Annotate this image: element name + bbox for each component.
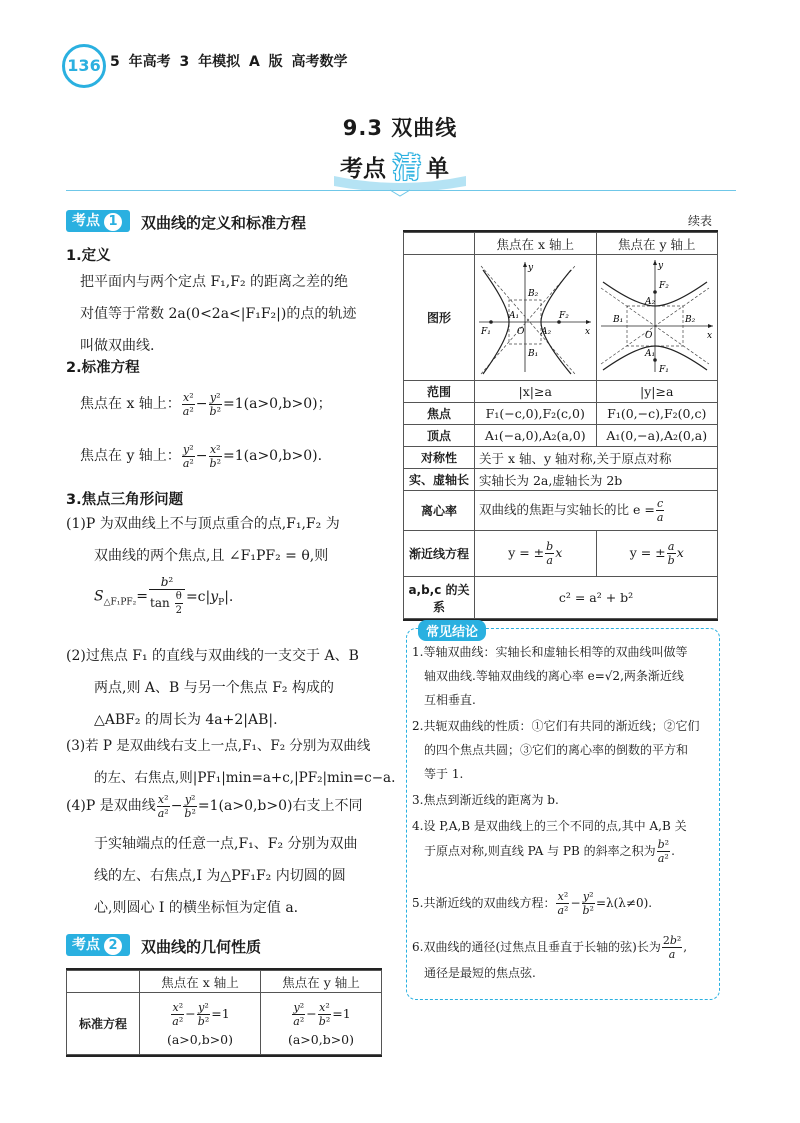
abc-relation: c² = a² + b² bbox=[475, 577, 718, 619]
row-label-graph: 图形 bbox=[404, 255, 475, 381]
graph-label: O bbox=[517, 327, 525, 337]
item-3 bbox=[66, 730, 398, 794]
conclusion-5: 5.共渐近线的双曲线方程： $\frac{\text{x²}}{\text{a²}}$ − $\frac{\text{y²}}{\text{b²}}$ =λ(λ≠0). bbox=[412, 890, 653, 917]
item-2-line: 两点,则 A、B 与另一个焦点 F₂ 构成的 bbox=[94, 680, 334, 696]
symmetry-value: 关于 x 轴、y 轴对称,关于原点对称 bbox=[475, 447, 718, 469]
item-4 bbox=[94, 828, 398, 924]
tan-label: tan bbox=[150, 596, 170, 610]
property-table-start bbox=[66, 968, 382, 1057]
empty-header-cell bbox=[404, 233, 475, 255]
conclusion-1 bbox=[412, 640, 714, 712]
asymptote-y-prefix: y = ± bbox=[629, 545, 666, 560]
property-table-continued bbox=[403, 230, 718, 621]
col-header-x: 焦点在 x 轴上 bbox=[475, 233, 597, 255]
formula-sub: △F₁PF₂ bbox=[103, 597, 137, 608]
equation-x-suffix: =1(a>0,b>0)； bbox=[222, 396, 332, 412]
item-3-line: 的左、右焦点,则|PF₁|min=a+c,|PF₂|min=c−a. bbox=[94, 770, 396, 786]
graph-label: A₂ bbox=[541, 327, 552, 337]
book-title: 5 年高考 3 年模拟 A 版 高考数学 bbox=[110, 54, 348, 70]
graph-label: F₁ bbox=[481, 327, 492, 337]
item-4-line: 心,则圆心 I 的横坐标恒为定值 a. bbox=[94, 900, 299, 916]
definition-line: 对值等于常数 2a(0<2a<|F₁F₂|)的点的轨迹 bbox=[80, 306, 357, 322]
col-header-x: 焦点在 x 轴上 bbox=[140, 971, 261, 993]
equation-y-prefix: 焦点在 y 轴上： bbox=[80, 448, 181, 464]
item-1 bbox=[66, 508, 396, 572]
kaodian-tag-number: 1 bbox=[104, 213, 122, 231]
graph-label: y bbox=[657, 261, 663, 271]
kaodian-tag-number: 2 bbox=[104, 937, 122, 955]
item-2 bbox=[66, 640, 396, 736]
focus-y: F₁(0,−c),F₂(0,c) bbox=[596, 403, 718, 425]
item-4-line: 线的左、右焦点,I 为△PF₁F₂ 内切圆的圆 bbox=[94, 868, 346, 884]
kaodian2-heading: 双曲线的几何性质 bbox=[141, 938, 262, 956]
conclusion-line: 于原点对称,则直线 PA 与 PB 的斜率之积为 $\frac{\text{b²}}{\text{a²}}$ . bbox=[424, 838, 675, 865]
focus-x: F₁(−c,0),F₂(c,0) bbox=[475, 403, 597, 425]
condition-y: (a>0,b>0) bbox=[287, 1031, 355, 1047]
graph-x-axis-hyperbola bbox=[475, 255, 597, 381]
graph-label: x bbox=[706, 331, 712, 341]
vertex-y: A₁(0,−a),A₂(0,a) bbox=[596, 425, 718, 447]
hyperbola-x-graph bbox=[475, 256, 595, 376]
graph-y-axis-hyperbola bbox=[596, 255, 718, 381]
equation-title: 2.标准方程 bbox=[66, 360, 140, 376]
equation-y: 焦点在 y 轴上： $\frac{\text{y²}}{\text{a²}}$ − $\frac{\text{x²}}{\text{b²}}$ =1(a>0,b>0). bbox=[80, 442, 323, 470]
conclusion-line: 轴双曲线.等轴双曲线的离心率 e=√2,两条渐近线 bbox=[424, 669, 684, 683]
conclusions-label: 常见结论 bbox=[418, 620, 486, 641]
definition-title: 1.定义 bbox=[66, 248, 111, 264]
equation-x-prefix: 焦点在 x 轴上： bbox=[80, 396, 181, 412]
formula-s: S bbox=[94, 588, 104, 605]
graph-label: A₂ bbox=[644, 297, 655, 307]
item-1-line: (1)P 为双曲线上不与顶点重合的点,F₁,F₂ 为 bbox=[66, 516, 340, 532]
eccentricity-text: 双曲线的焦距与实轴长的比 e = bbox=[479, 502, 655, 517]
conclusion-6-text: 6.双曲线的通径(过焦点且垂直于长轴的弦)长为 bbox=[412, 940, 661, 954]
graph-label: B₁ bbox=[612, 315, 623, 325]
graph-label: y bbox=[528, 263, 534, 273]
triangle-title: 3.焦点三角形问题 bbox=[66, 492, 184, 508]
vertex-x: A₁(−a,0),A₂(a,0) bbox=[475, 425, 597, 447]
conclusion-5-suffix: =λ(λ≠0). bbox=[595, 896, 653, 910]
continued-label: 续表 bbox=[688, 214, 713, 228]
conclusion-line: 1.等轴双曲线：实轴长和虚轴长相等的双曲线叫做等 bbox=[412, 645, 688, 659]
conclusion-line: 4.设 P,A,B 是双曲线上的三个不同的点,其中 A,B 关 bbox=[412, 819, 687, 833]
equation-x: 焦点在 x 轴上： $\frac{\text{x²}}{\text{a²}}$ − $\frac{\text{y²}}{\text{b²}}$ =1(a>0,b>0)； bbox=[80, 390, 332, 418]
item-2-line: △ABF₂ 的周长为 4a+2|AB|. bbox=[94, 712, 278, 728]
conclusion-line: 的四个焦点共圆；③它们的离心率的倒数的平方和 bbox=[424, 743, 689, 757]
formula-rest: $=c|y_P|$. bbox=[185, 588, 234, 608]
definition-text bbox=[80, 266, 400, 362]
asymptote-x-prefix: y = ± bbox=[508, 545, 545, 560]
graph-label: A₁ bbox=[509, 311, 520, 321]
kaodian-tag-label: 考点 bbox=[72, 213, 100, 229]
row-label-focus: 焦点 bbox=[404, 403, 475, 425]
item-4-head: (4)P 是双曲线 $\frac{\text{x²}}{\text{a²}}$ − $\frac{\text{y²}}{\text{b²}}$ =1(a>0,b>0)右支上不同 bbox=[66, 792, 363, 820]
col-header-y: 焦点在 y 轴上 bbox=[596, 233, 718, 255]
item-1-formula: $S_{\triangle F_1PF_2}=$ b² tan $\frac{\theta}{2}$ $=c|y_P|$. bbox=[94, 575, 234, 616]
item-3-line: (3)若 P 是双曲线右支上一点,F₁、F₂ 分别为双曲线 bbox=[66, 738, 371, 754]
row-label-eccentricity: 离心率 bbox=[404, 491, 475, 531]
definition-line: 把平面内与两个定点 F₁,F₂ 的距离之差的绝 bbox=[80, 274, 349, 290]
row-label-asymptote: 渐近线方程 bbox=[404, 531, 475, 577]
graph-label: B₁ bbox=[528, 349, 539, 359]
kaodian-tag-label: 考点 bbox=[72, 937, 100, 953]
range-y: |y|≥a bbox=[596, 381, 718, 403]
row-label-vertex: 顶点 bbox=[404, 425, 475, 447]
asymptote-x: y = ± $\frac{b}{a}$ x bbox=[475, 531, 597, 577]
asymptote-y: y = ± $\frac{a}{b}$ x bbox=[596, 531, 718, 577]
item-4-prefix: (4)P 是双曲线 bbox=[66, 798, 156, 814]
item-1-line: 双曲线的两个焦点,且 ∠F₁PF₂ = θ,则 bbox=[94, 548, 329, 564]
banner-text-2: 清 bbox=[393, 151, 422, 184]
eccentricity-value: 双曲线的焦距与实轴长的比 e = $\frac{c}{a}$ bbox=[475, 491, 718, 531]
page-number: 136 bbox=[62, 44, 106, 88]
empty-header-cell bbox=[67, 971, 140, 993]
item-2-line: (2)过焦点 F₁ 的直线与双曲线的一支交于 A、B bbox=[66, 648, 359, 664]
range-x: |x|≥a bbox=[475, 381, 597, 403]
graph-label: F₂ bbox=[658, 281, 669, 291]
condition-x: (a>0,b>0) bbox=[166, 1031, 234, 1047]
axis-length-value: 实轴长为 2a,虚轴长为 2b bbox=[475, 469, 718, 491]
banner-text-1: 考点 bbox=[340, 156, 386, 182]
conclusion-line: 互相垂直. bbox=[424, 693, 476, 707]
row-label-range: 范围 bbox=[404, 381, 475, 403]
graph-label: F₁ bbox=[658, 365, 669, 375]
standard-eq-y: $\frac{\text{y²}}{\text{a²}}$ − $\frac{\text{x²}}{\text{b²}}$ =1 (a>0,b>0) bbox=[260, 993, 381, 1055]
hyperbola-y-graph bbox=[597, 256, 717, 376]
row-label-abc: a,b,c 的关系 bbox=[404, 577, 475, 619]
graph-label: x bbox=[585, 327, 591, 337]
graph-label: B₂ bbox=[684, 315, 695, 325]
conclusion-3: 3.焦点到渐近线的距离为 b. bbox=[412, 793, 559, 807]
row-label-axis-length: 实、虚轴长 bbox=[404, 469, 475, 491]
standard-eq-x: $\frac{\text{x²}}{\text{a²}}$ − $\frac{\text{y²}}{\text{b²}}$ =1 (a>0,b>0) bbox=[140, 993, 261, 1055]
conclusion-line: 等于 1. bbox=[424, 767, 464, 781]
equation-y-suffix: =1(a>0,b>0). bbox=[223, 448, 323, 464]
divider-notch bbox=[388, 188, 412, 198]
section-title: 9.3 双曲线 bbox=[342, 116, 458, 140]
banner-text-3: 单 bbox=[426, 156, 449, 182]
item-4-suffix: =1(a>0,b>0)右支上不同 bbox=[197, 798, 363, 814]
kaodian-tag-1 bbox=[66, 210, 130, 232]
row-label-symmetry: 对称性 bbox=[404, 447, 475, 469]
definition-line: 叫做双曲线. bbox=[80, 338, 155, 354]
graph-label: A₁ bbox=[644, 349, 655, 359]
graph-label: F₂ bbox=[559, 311, 570, 321]
row-label-standard-equation: 标准方程 bbox=[67, 993, 140, 1055]
kaodian-tag-2 bbox=[66, 934, 130, 956]
conclusion-2 bbox=[412, 714, 714, 786]
conclusion-line: 通径是最短的焦点弦. bbox=[424, 966, 536, 980]
conclusion-6: 6.双曲线的通径(过焦点且垂直于长轴的弦)长为 $\frac{\text{2b²}}{a}$ , 通径是最短的焦点弦. bbox=[412, 934, 714, 985]
graph-label: O bbox=[644, 331, 653, 341]
graph-label: B₂ bbox=[528, 289, 539, 299]
col-header-y: 焦点在 y 轴上 bbox=[260, 971, 381, 993]
item-4-line: 于实轴端点的任意一点,F₁、F₂ 分别为双曲 bbox=[94, 836, 358, 852]
conclusion-line: 2.共轭双曲线的性质：①它们有共同的渐近线；②它们 bbox=[412, 719, 700, 733]
conclusion-4 bbox=[412, 814, 714, 865]
kaodian1-heading: 双曲线的定义和标准方程 bbox=[141, 214, 307, 232]
conclusion-4-tail: 于原点对称,则直线 PA 与 PB 的斜率之积为 bbox=[424, 844, 656, 858]
conclusion-5-prefix: 5.共渐近线的双曲线方程： bbox=[412, 896, 556, 910]
